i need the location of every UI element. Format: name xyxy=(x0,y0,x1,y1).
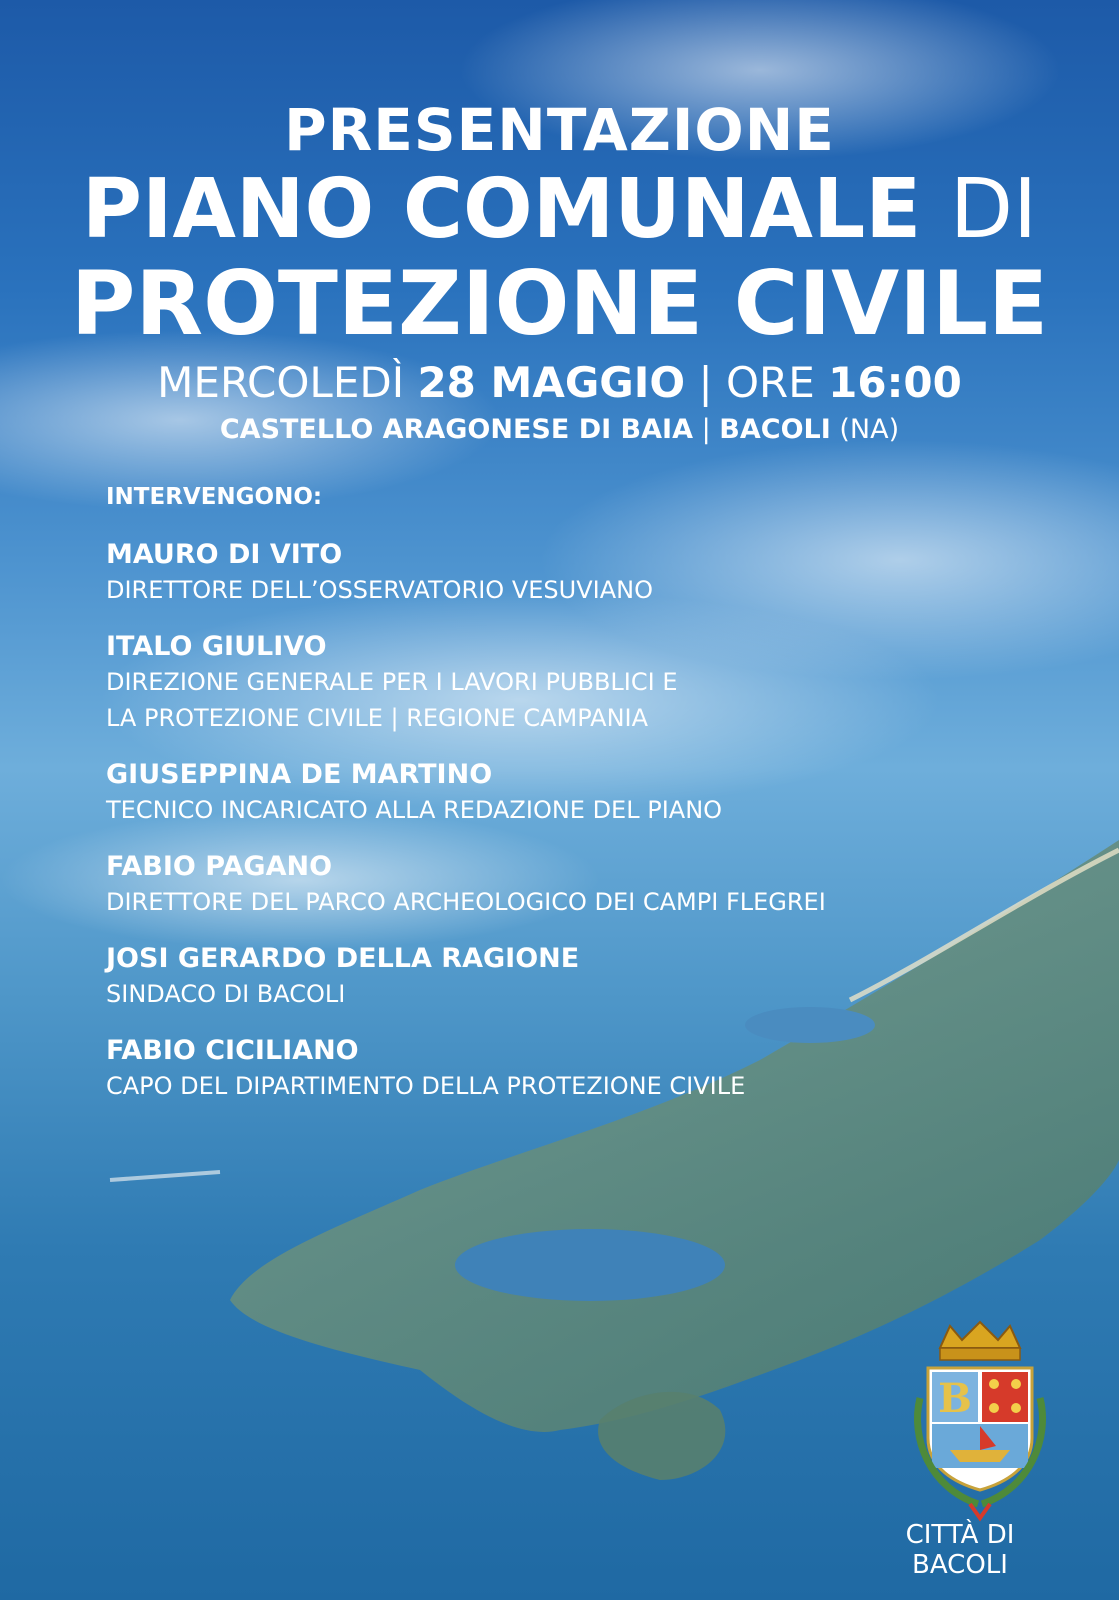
speaker-name: JOSI GERARDO DELLA RAGIONE xyxy=(106,943,580,974)
title-line-2: PROTEZIONE CIVILE xyxy=(70,252,1049,355)
separator: | xyxy=(698,358,713,407)
title-bold: PIANO COMUNALE xyxy=(81,162,922,257)
breakwater xyxy=(110,1172,220,1180)
speaker-item xyxy=(106,1034,826,1104)
weekday: MERCOLEDÌ xyxy=(157,358,405,407)
speaker-item xyxy=(106,630,826,736)
speaker-name: GIUSEPPINA DE MARTINO xyxy=(106,759,493,790)
speaker-item xyxy=(106,538,826,608)
speaker-role: DIRETTORE DEL PARCO ARCHEOLOGICO DEI CAMPI FLEGREI xyxy=(106,888,826,916)
date: 28 MAGGIO xyxy=(417,358,686,407)
speaker-item xyxy=(106,850,826,920)
speaker-role: SINDACO DI BACOLI xyxy=(106,980,346,1008)
speaker-role: TECNICO INCARICATO ALLA REDAZIONE DEL PIANO xyxy=(106,796,723,824)
speakers-intro: INTERVENGONO: xyxy=(106,484,323,510)
kicker-text: PRESENTAZIONE xyxy=(284,96,835,164)
speaker-name: FABIO PAGANO xyxy=(106,851,333,882)
city-name-caption: CITTÀ DI BACOLI xyxy=(905,1520,1015,1580)
speaker-role: DIREZIONE GENERALE PER I LAVORI PUBBLICI E xyxy=(106,668,678,696)
venue-name: CASTELLO ARAGONESE DI BAIA xyxy=(219,414,693,445)
city-coat-of-arms-icon xyxy=(900,1318,1060,1528)
venue-town: BACOLI xyxy=(719,414,831,445)
venue-province: (NA) xyxy=(839,414,900,445)
title-line-1 xyxy=(0,162,1119,257)
speaker-role: CAPO DEL DIPARTIMENTO DELLA PROTEZIONE CIVILE xyxy=(106,1072,746,1100)
venue-separator: | xyxy=(701,414,711,445)
speaker-name: MAURO DI VITO xyxy=(106,539,343,570)
event-date xyxy=(0,358,1119,407)
speakers-list xyxy=(106,484,826,1126)
speaker-item xyxy=(106,942,826,1012)
time-label: ORE xyxy=(725,358,815,407)
speaker-role: DIRETTORE DELL’OSSERVATORIO VESUVIANO xyxy=(106,576,653,604)
speaker-item xyxy=(106,758,826,828)
speaker-name: ITALO GIULIVO xyxy=(106,631,327,662)
time: 16:00 xyxy=(828,358,962,407)
lake xyxy=(455,1229,725,1301)
emblem-letter: B xyxy=(938,1375,972,1422)
title-thin: DI xyxy=(949,162,1038,257)
speaker-role-line-2: LA PROTEZIONE CIVILE | REGIONE CAMPANIA xyxy=(106,704,649,732)
speaker-name: FABIO CICILIANO xyxy=(106,1035,359,1066)
event-venue xyxy=(0,414,1119,445)
